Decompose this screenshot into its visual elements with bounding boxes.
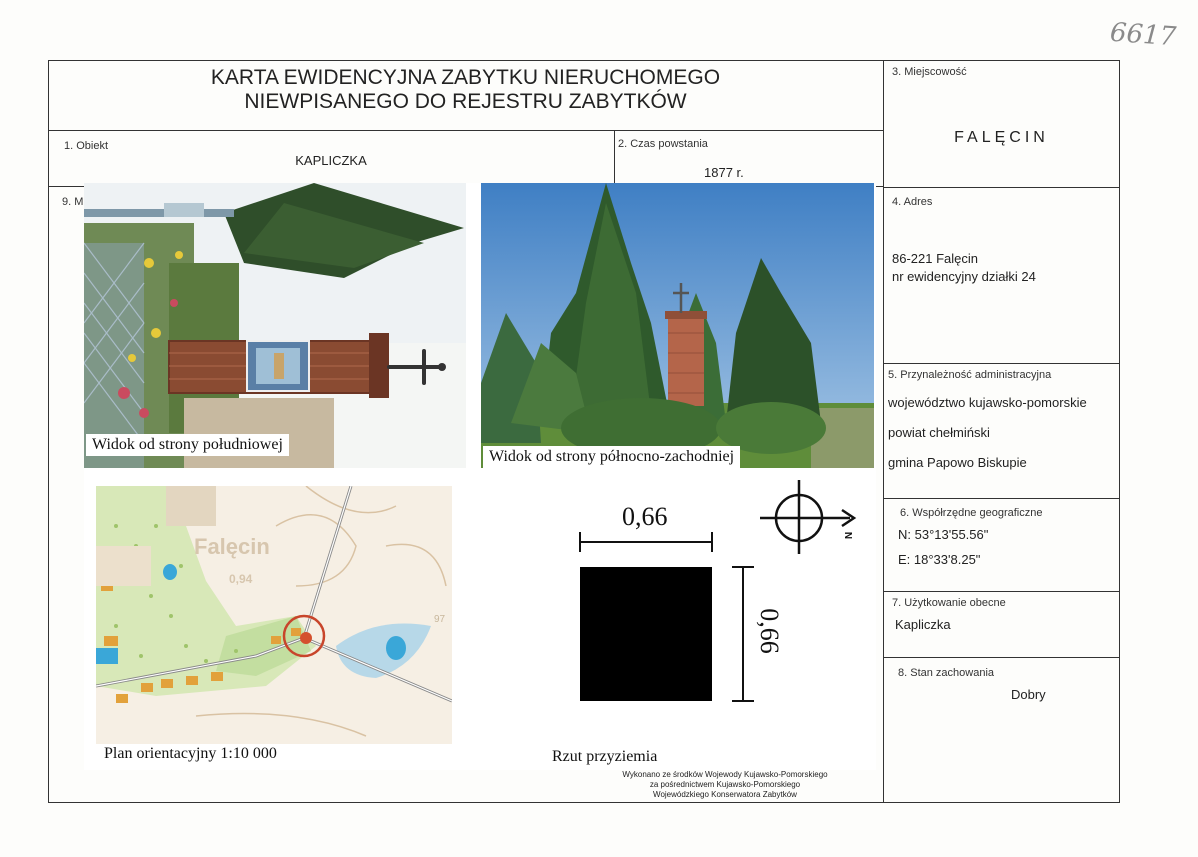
map-caption: Plan orientacyjny 1:10 000 [104, 745, 277, 762]
divider-4 [883, 363, 1120, 364]
photo-northwest-view [481, 183, 874, 468]
divider-3 [883, 187, 1120, 188]
photo-south-view [84, 183, 466, 468]
obiekt-value: KAPLICZKA [295, 153, 367, 168]
orientation-map [96, 486, 452, 744]
adres-label: 4. Adres [892, 196, 933, 208]
przynaleznosc-line-2: powiat chełmiński [888, 425, 990, 440]
divider-6 [883, 591, 1120, 592]
adres-line-1: 86-221 Falęcin [892, 251, 978, 266]
photo-south-caption: Widok od strony południowej [86, 434, 289, 456]
adres-line-2: nr ewidencyjny działki 24 [892, 269, 1036, 284]
funding-line-1: Wykonano ze środków Wojewody Kujawsko-Pomorskiego [622, 770, 828, 779]
wspolrzedne-label: 6. Współrzędne geograficzne [900, 507, 1043, 519]
map-contour-label: 0,94 [229, 572, 253, 586]
plan-width-label: 0,66 [622, 502, 668, 531]
plan-height-label: 0,66 [754, 608, 784, 654]
divider-title-bottom [48, 130, 883, 131]
wspolrzedne-e: E: 18°33'8.25" [898, 552, 981, 567]
section9-label: 9. M [62, 196, 84, 208]
title-line-1: KARTA EWIDENCYJNA ZABYTKU NIERUCHOMEGO [210, 66, 721, 89]
wspolrzedne-n: N: 53°13'55.56" [898, 527, 989, 542]
map-place-label: Falęcin [194, 534, 270, 559]
przynaleznosc-line-1: województwo kujawsko-pomorskie [888, 395, 1087, 410]
miejscowosc-label: 3. Miejscowość [892, 66, 967, 78]
ground-plan [560, 480, 870, 710]
divider-5 [883, 498, 1120, 499]
title-line-2: NIEWPISANEGO DO REJESTRU ZABYTKÓW [244, 90, 687, 113]
uzytkowanie-value: Kapliczka [895, 617, 951, 632]
funding-line-2: za pośrednictwem Kujawsko-Pomorskiego [649, 780, 801, 789]
czas-value: 1877 r. [704, 165, 744, 180]
funding-note [600, 770, 850, 800]
divider-obiekt-czas [614, 130, 615, 186]
uzytkowanie-label: 7. Użytkowanie obecne [892, 597, 1006, 609]
north-label: N [842, 531, 854, 540]
map-level-label: 97 [434, 614, 446, 625]
stan-label: 8. Stan zachowania [898, 667, 995, 679]
stan-value: Dobry [1011, 687, 1046, 702]
photo-northwest-caption: Widok od strony północno-zachodniej [483, 446, 740, 468]
handwritten-number: 6617 [1109, 17, 1178, 53]
miejscowosc-value: FALĘCIN [954, 129, 1049, 146]
przynaleznosc-label: 5. Przynależność administracyjna [888, 369, 1052, 381]
przynaleznosc-line-3: gmina Papowo Biskupie [888, 455, 1027, 470]
czas-label: 2. Czas powstania [618, 138, 708, 150]
funding-line-3: Wojewódzkiego Konserwatora Zabytków [653, 790, 797, 799]
divider-vertical-right [883, 60, 884, 803]
plan-caption: Rzut przyziemia [552, 748, 658, 765]
divider-7 [883, 657, 1120, 658]
obiekt-label: 1. Obiekt [64, 140, 109, 152]
page-title [48, 66, 883, 114]
